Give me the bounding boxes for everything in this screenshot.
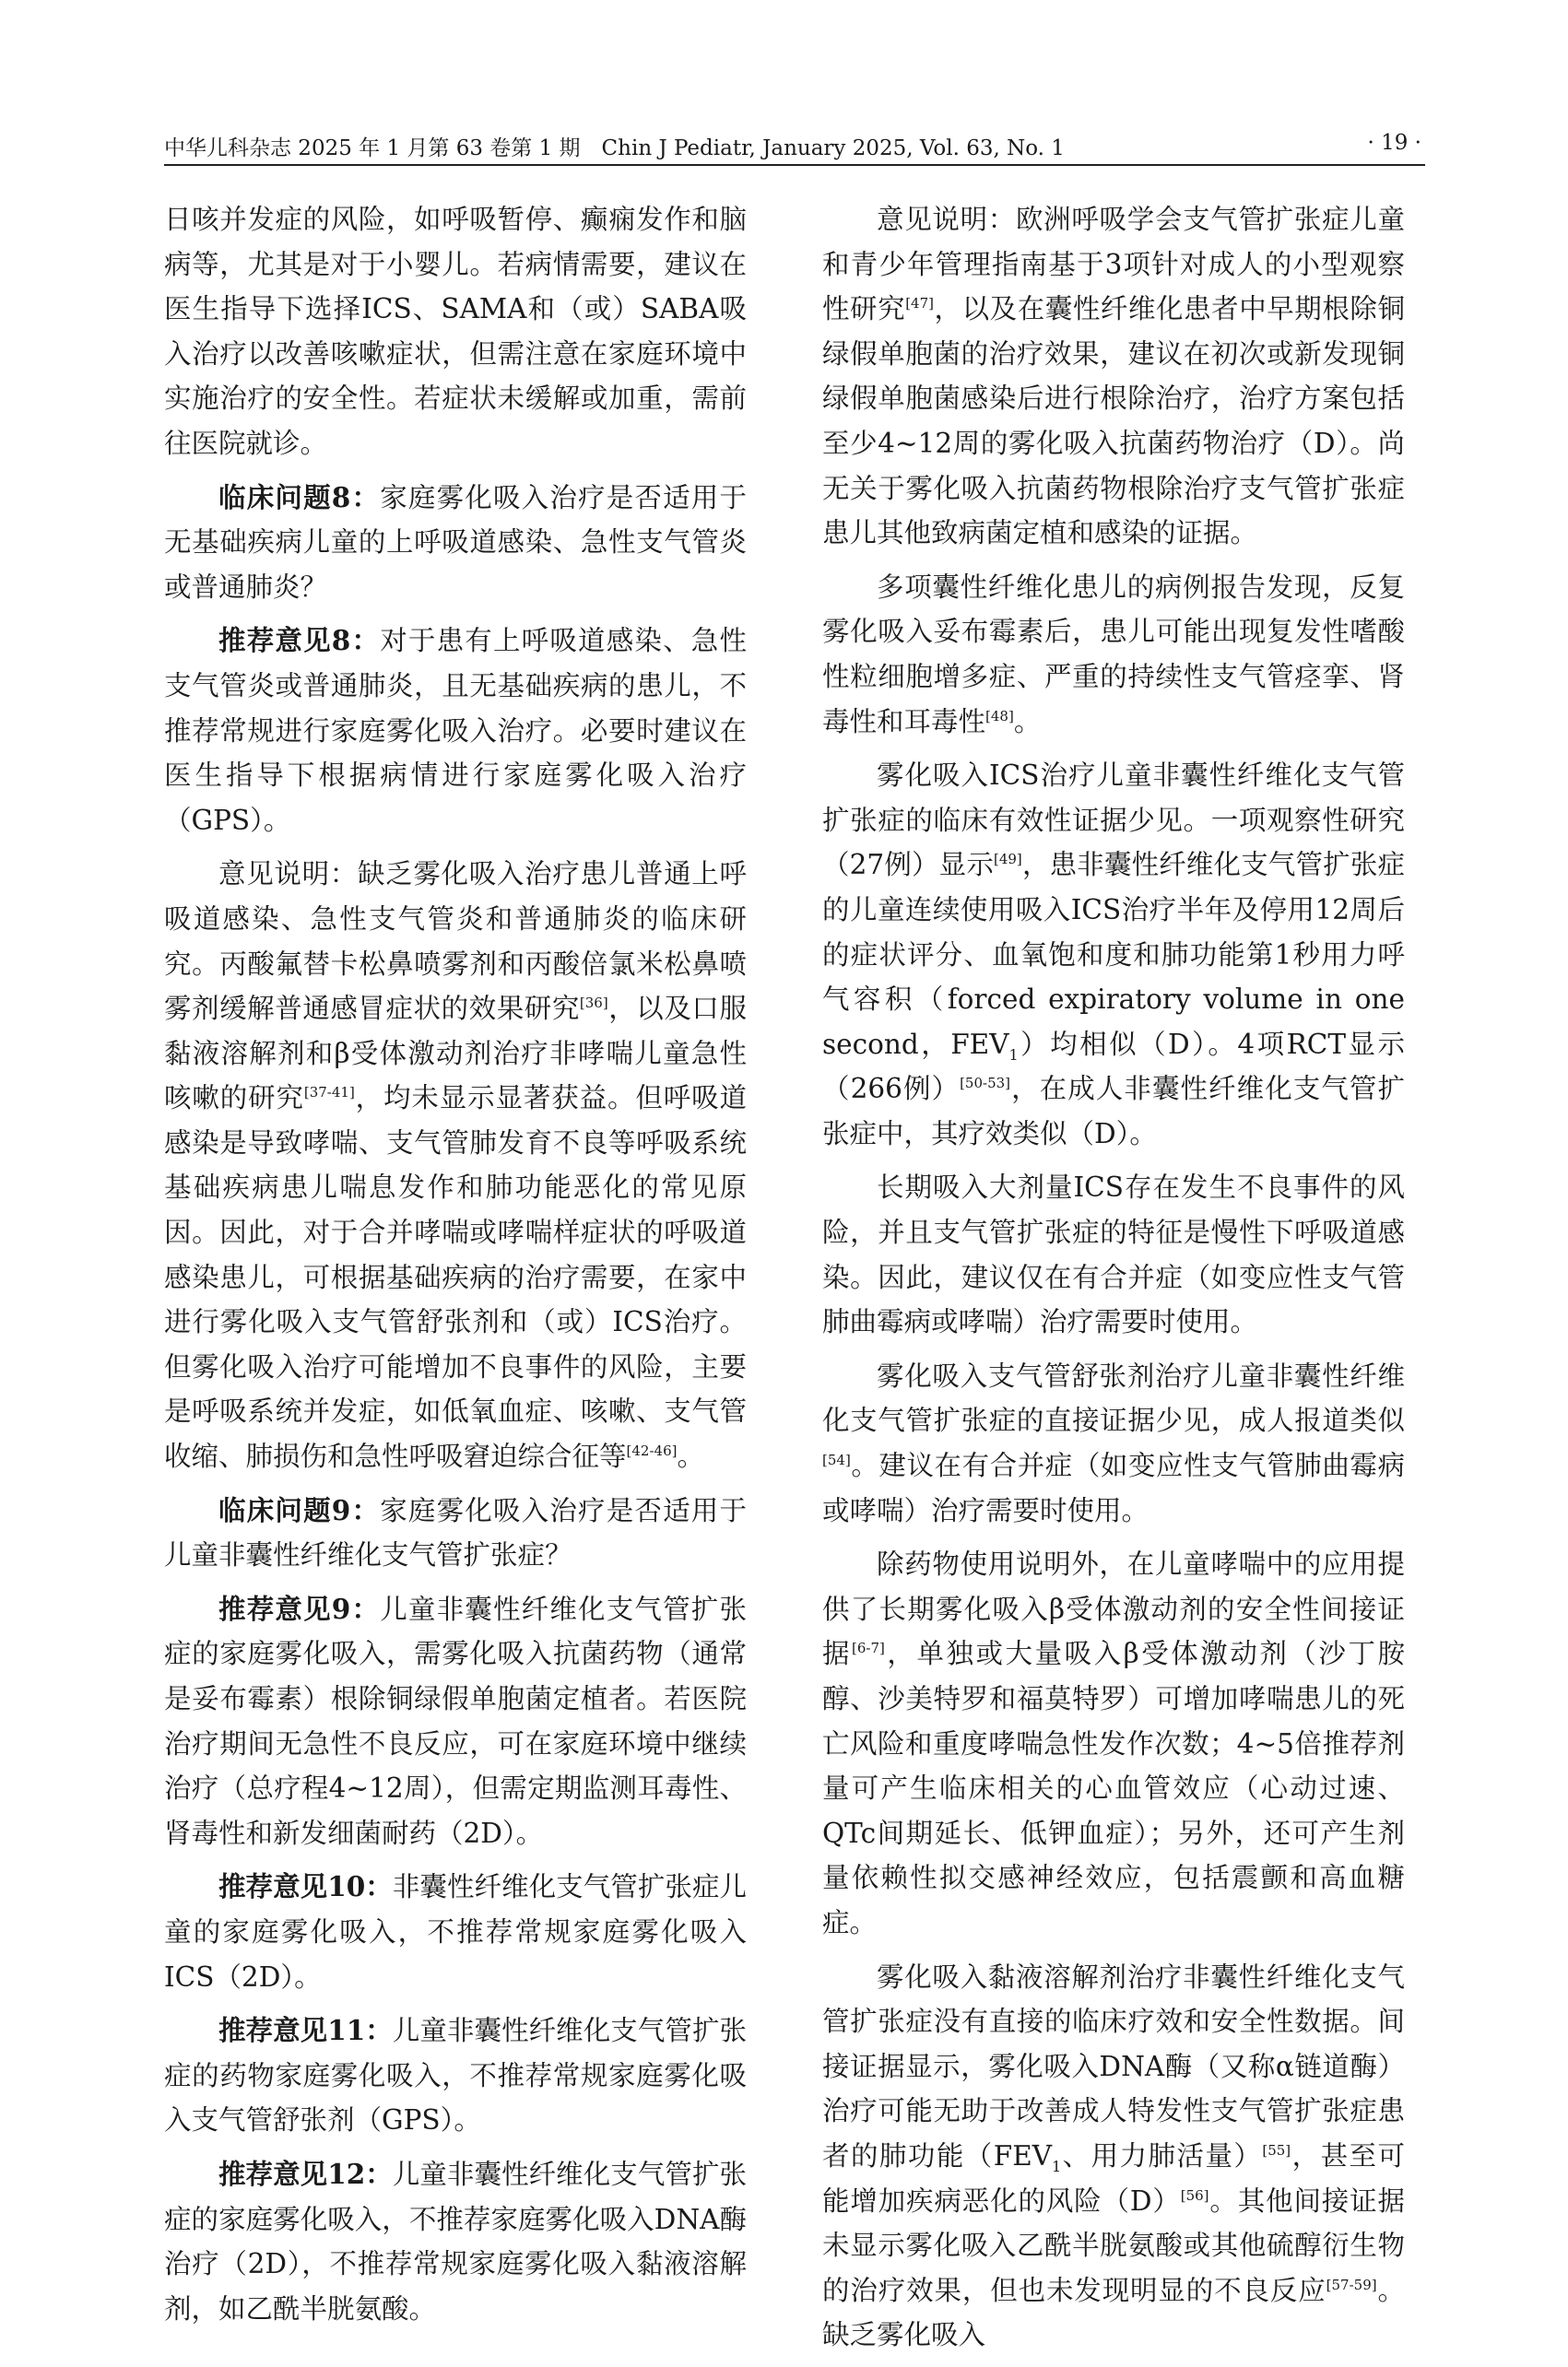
recommendation-label: 推荐意见9：: [218, 1592, 381, 1625]
recommendation-12: 推荐意见12：儿童非囊性纤维化支气管扩张症的家庭雾化吸入，不推荐家庭雾化吸入DNA酶治疗（2D），不推荐常规家庭雾化吸入黏液溶解剂，如乙酰半胱氨酸。: [164, 2157, 747, 2325]
paragraph: 日咳并发症的风险，如呼吸暂停、癫痫发作和脑病等，尤其是对于小婴儿。若病情需要，建议在医生指导下选择ICS、SAMA和（或）SABA吸入治疗以改善咳嗽症状，但需注意在家庭环境中实施治疗的安全性。若症状未缓解或加重，需前往医院就诊。: [164, 204, 747, 459]
recommendation-11: 推荐意见11：儿童非囊性纤维化支气管扩张症的药物家庭雾化吸入，不推荐常规家庭雾化吸入支气管舒张剂（GPS）。: [164, 2014, 747, 2137]
right-column: [822, 197, 1405, 2367]
citation: [48]: [985, 707, 1014, 724]
recommendation-label: 推荐意见8：: [218, 624, 381, 657]
citation: [54]: [822, 1452, 851, 1469]
left-column: [164, 197, 747, 2340]
recommendation-label: 推荐意见11：: [218, 2014, 393, 2047]
recommendation-label: 推荐意见12：: [218, 2157, 393, 2190]
citation: [56]: [1180, 2186, 1209, 2204]
running-header: [164, 127, 1425, 166]
clinical-question-9: 临床问题9：家庭雾化吸入治疗是否适用于儿童非囊性纤维化支气管扩张症？: [164, 1493, 747, 1572]
paragraph: 除药物使用说明外，在儿童哮喘中的应用提供了长期雾化吸入β受体激动剂的安全性间接证据[6-7]，单独或大量吸入β受体激动剂（沙丁胺醇、沙美特罗和福莫特罗）可增加哮喘患儿的死亡风险和重度哮喘急性发作次数；4~5倍推荐剂量可产生临床相关的心血管效应（心动过速、QTc间期延长、低钾血症）；另外，还可产生剂量依赖性拟交感神经效应，包括震颤和高血糖症。: [822, 1549, 1405, 1938]
citation: [42-46]: [626, 1443, 678, 1460]
paragraph: 多项囊性纤维化患儿的病例报告发现，反复雾化吸入妥布霉素后，患儿可能出现复发性嗜酸性粒细胞增多症、严重的持续性支气管痉挛、肾毒性和耳毒性[48]。: [822, 571, 1405, 737]
citation: [6-7]: [852, 1640, 885, 1657]
question-label: 临床问题8：: [218, 480, 381, 513]
citation: [49]: [993, 851, 1022, 868]
recommendation-10: 推荐意见10：非囊性纤维化支气管扩张症儿童的家庭雾化吸入，不推荐常规家庭雾化吸入ICS（2D）。: [164, 1870, 747, 1993]
citation: [55]: [1262, 2142, 1291, 2160]
paragraph: 意见说明：缺乏雾化吸入治疗患儿普通上呼吸道感染、急性支气管炎和普通肺炎的临床研究。丙酸氟替卡松鼻喷雾剂和丙酸倍氯米松鼻喷雾剂缓解普通感冒症状的效果研究[36]，以及口服黏液溶解剂和β受体激动剂治疗非哮喘儿童急性咳嗽的研究[37-41]，均未显示显著获益。但呼吸道感染是导致哮喘、支气管肺发育不良等呼吸系统基础疾病患儿喘息发作和肺功能恶化的常见原因。因此，对于合并哮喘或哮喘样症状的呼吸道感染患儿，可根据基础疾病的治疗需要，在家中进行雾化吸入支气管舒张剂和（或）ICS治疗。但雾化吸入治疗可能增加不良事件的风险，主要是呼吸系统并发症，如低氧血症、咳嗽、支气管收缩、肺损伤和急性呼吸窘迫综合征等[42-46]。: [164, 858, 747, 1473]
recommendation-9: 推荐意见9：儿童非囊性纤维化支气管扩张症的家庭雾化吸入，需雾化吸入抗菌药物（通常是妥布霉素）根除铜绿假单胞菌定植者。若医院治疗期间无急性不良反应，可在家庭环境中继续治疗（总疗程4~12周），但需定期监测耳毒性、肾毒性和新发细菌耐药（2D）。: [164, 1592, 747, 1849]
citation: [37-41]: [303, 1084, 355, 1101]
citation: [47]: [905, 295, 934, 312]
citation: [57-59]: [1326, 2276, 1377, 2293]
citation: [36]: [579, 995, 608, 1012]
paragraph: 意见说明：欧洲呼吸学会支气管扩张症儿童和青少年管理指南基于3项针对成人的小型观察性研究[47]，以及在囊性纤维化患者中早期根除铜绿假单胞菌的治疗效果，建议在初次或新发现铜绿假单胞菌感染后进行根除治疗，治疗方案包括至少4~12周的雾化吸入抗菌药物治疗（D）。尚无关于雾化吸入抗菌药物根除治疗支气管扩张症患儿其他致病菌定植和感染的证据。: [822, 204, 1405, 549]
subscript: 1: [1008, 1045, 1019, 1064]
subscript: 1: [1052, 2157, 1062, 2175]
paragraph: 雾化吸入支气管舒张剂治疗儿童非囊性纤维化支气管扩张症的直接证据少见，成人报道类似[54]。建议在有合并症（如变应性支气管肺曲霉病或哮喘）治疗需要时使用。: [822, 1360, 1405, 1526]
page-number: · 19 ·: [1367, 131, 1421, 155]
paragraph: 雾化吸入ICS治疗儿童非囊性纤维化支气管扩张症的临床有效性证据少见。一项观察性研究（27例）显示[49]，患非囊性纤维化支气管扩张症的儿童连续使用吸入ICS治疗半年及停用12周后的症状评分、血氧饱和度和肺功能第1秒用力呼气容积（forced expiratory volume in one second，$FEV_1$）均相似（D）。4项RCT显示（266例）[50-53]，在成人非囊性纤维化支气管扩张症中，其疗效类似（D）。: [822, 760, 1405, 1149]
recommendation-label: 推荐意见10：: [218, 1870, 393, 1903]
clinical-question-8: 临床问题8：家庭雾化吸入治疗是否适用于无基础疾病儿童的上呼吸道感染、急性支气管炎或普通肺炎？: [164, 480, 747, 603]
paragraph: 长期吸入大剂量ICS存在发生不良事件的风险，并且支气管扩张症的特征是慢性下呼吸道感染。因此，建议仅在有合并症（如变应性支气管肺曲霉病或哮喘）治疗需要时使用。: [822, 1172, 1405, 1338]
paragraph: 雾化吸入黏液溶解剂治疗非囊性纤维化支气管扩张症没有直接的临床疗效和安全性数据。间接证据显示，雾化吸入DNA酶（又称α链道酶）治疗可能无助于改善成人特发性支气管扩张症患者的肺功能（$FEV_1$、用力肺活量）[55]，甚至可能增加疾病恶化的风险（D）[56]。其他间接证据未显示雾化吸入乙酰半胱氨酸或其他硫醇衍生物的治疗效果，但也未发现明显的不良反应[57-59]。缺乏雾化吸入: [822, 1961, 1405, 2351]
citation: [50-53]: [960, 1075, 1011, 1092]
question-label: 临床问题9：: [218, 1493, 381, 1526]
recommendation-8: 推荐意见8：对于患有上呼吸道感染、急性支气管炎或普通肺炎，且无基础疾病的患儿，不推荐常规进行家庭雾化吸入治疗。必要时建议在医生指导下根据病情进行家庭雾化吸入治疗（GPS）。: [164, 624, 747, 836]
journal-citation: 中华儿科杂志 2025 年 1 月第 63 卷第 1 期 Chin J Pediatr, January 2025, Vol. 63, No. 1: [164, 136, 1065, 160]
